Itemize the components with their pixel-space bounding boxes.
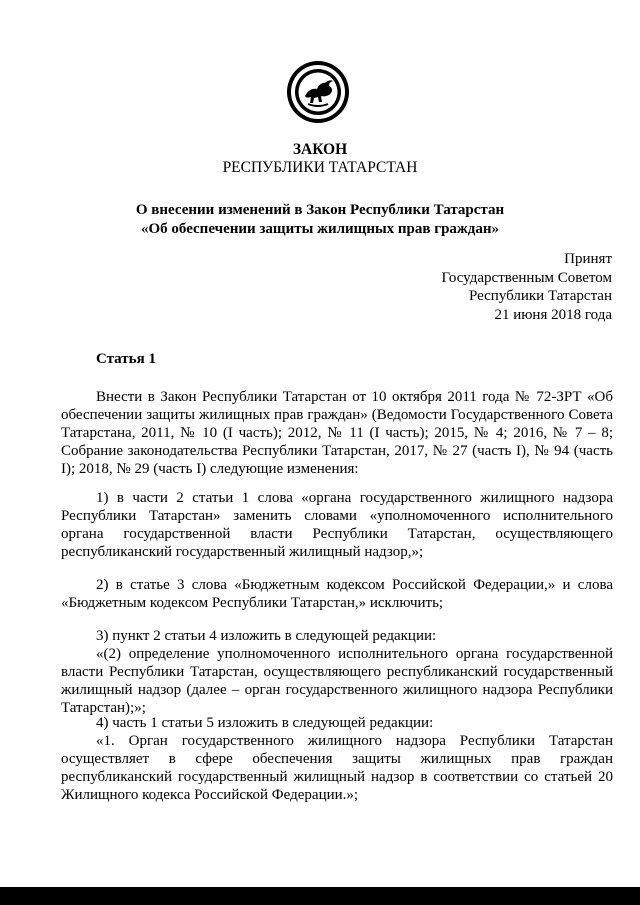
law-title-republic: РЕСПУБЛИКИ ТАТАРСТАН — [222, 159, 418, 176]
amendment-item-3 — [61, 627, 613, 717]
scan-bottom-edge — [0, 887, 640, 905]
law-subject — [0, 201, 640, 239]
amendment-item-2 — [61, 576, 613, 612]
article-heading: Статья 1 — [96, 351, 156, 367]
amendment-item-4-lead: 4) часть 1 статьи 5 изложить в следующей редакции: — [96, 715, 434, 731]
amendment-item-4-text: «1. Орган государственного жилищного надзора Республики Татарстан осуществляет в сфере обеспечения защиты жилищных прав граждан республиканский государственный жилищный надзор в соответствии со статьей 20 Жилищного кодекса Российской Федерации.»; — [61, 733, 613, 803]
article-intro-text: Внести в Закон Республики Татарстан от 10 октября 2011 года № 72-ЗРТ «Об обеспечении защиты жилищных прав граждан» (Ведомости Государственного Совета Татарстана, 2011, № 10 (I часть); 2012, № 11 (I часть); 2015, № 4; 2016, № 7 – 8; Собрание законодательства Республики Татарстан, 2017, № 27 (часть I), № 94 (часть I); 2018, № 29 (часть I) следующие изменения: — [61, 389, 613, 477]
amendment-item-3-lead: 3) пункт 2 статьи 4 изложить в следующей редакции: — [96, 628, 437, 644]
amendment-item-1 — [61, 489, 613, 561]
amendment-item-3-text: «(2) определение уполномоченного исполнительного органа государственной власти Республики Татарстан, осуществляющего республиканский государственный жилищный надзор (далее – орган государственного жилищного надзора Республики Татарстан);»; — [61, 646, 613, 716]
law-title: ЗАКОН — [292, 141, 348, 158]
law-subject-line1: О внесении изменений в Закон Республики Татарстан — [135, 202, 505, 218]
adoption-line3: Республики Татарстан — [468, 288, 612, 304]
coat-of-arms-icon — [286, 60, 350, 124]
law-subject-line2: «Об обеспечении защиты жилищных прав граждан» — [140, 221, 500, 237]
amendment-item-1-text: 1) в части 2 статьи 1 слова «органа государственного жилищного надзора Республики Татарстан» заменить словами «уполномоченного исполнительного органа государственной власти Республики Татарстан, осуществляющего республиканский государственный жилищный надзор,»; — [61, 490, 613, 560]
amendment-item-4 — [61, 714, 613, 804]
adoption-line2: Государственным Советом — [441, 269, 612, 286]
adoption-date: 21 июня 2018 года — [494, 306, 612, 323]
amendment-item-2-text: 2) в статье 3 слова «Бюджетным кодексом Российской Федерации,» и слова «Бюджетным кодексом Республики Татарстан,» исключить; — [61, 577, 613, 611]
adoption-info — [442, 250, 613, 324]
adoption-line1: Принят — [564, 251, 612, 267]
article-intro-paragraph — [61, 388, 613, 478]
